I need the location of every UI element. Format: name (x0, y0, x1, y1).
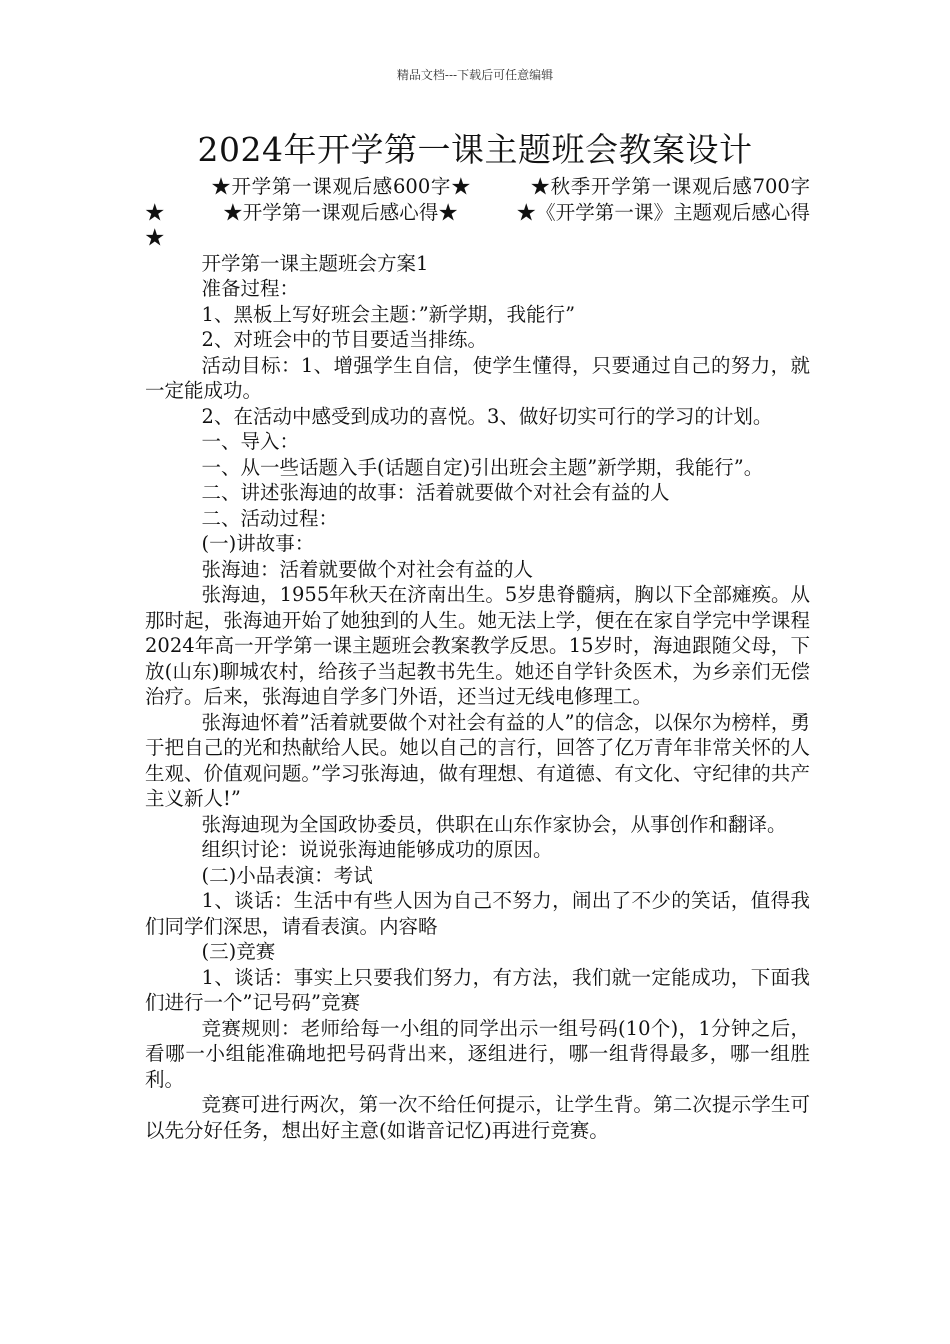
paragraph: 准备过程： (201, 277, 300, 300)
document-title: 2024年开学第一课主题班会教案设计 (197, 130, 753, 169)
related-link[interactable]: ★《开学第一课》主题观后感心得★ (145, 200, 810, 249)
paragraph: 二、讲述张海迪的故事：活着就要做个对社会有益的人 (201, 481, 670, 504)
paragraph: 开学第一课主题班会方案1 (201, 251, 429, 275)
paragraph: 2、对班会中的节目要适当排练。 (201, 328, 487, 351)
paragraph: 组织讨论：说说张海迪能够成功的原因。 (201, 838, 553, 861)
paragraph: 一、从一些话题入手(话题自定)引出班会主题”新学期，我能行”。 (201, 455, 764, 479)
paragraph: 1、谈话：生活中有些人因为自己不努力，闹出了不少的笑话，值得我们同学们深思，请看表演。内容略 (145, 889, 810, 938)
paragraph: 张海迪现为全国政协委员，供职在山东作家协会，从事创作和翻译。 (201, 812, 787, 836)
paragraph: (一)讲故事： (201, 532, 315, 555)
paragraph: 张海迪怀着”活着就要做个对社会有益的人”的信念，以保尔为榜样，勇于把自己的光和热献给人民。她以自己的言行，回答了亿万青年非常关怀的人生观、价值观问题。”学习张海迪，做有理想、有道德、有文化、守纪律的共产主义新人!” (145, 710, 810, 810)
paragraph: 2、在活动中感受到成功的喜悦。3、做好切实可行的学习的计划。 (201, 404, 773, 428)
document-body (145, 174, 810, 1143)
paragraph: (三)竞赛 (201, 940, 276, 963)
paragraph: 张海迪：活着就要做个对社会有益的人 (201, 557, 534, 581)
paragraph: 1、黑板上写好班会主题：”新学期，我能行” (201, 302, 576, 326)
paragraph: 竞赛规则：老师给每一小组的同学出示一组号码(10个)，1分钟之后，看哪一小组能准确地把号码背出来，逐组进行，哪一组背得最多，哪一组胜利。 (145, 1016, 810, 1091)
paragraph: 1、谈话：事实上只要我们努力，有方法，我们就一定能成功，下面我们进行一个”记号码”竞赛 (145, 965, 810, 1014)
paragraph: (二)小品表演：考试 (201, 863, 373, 887)
related-links (145, 174, 810, 251)
paragraph: 活动目标：1、增强学生自信，使学生懂得，只要通过自己的努力，就一定能成功。 (145, 353, 810, 402)
paragraph: 二、活动过程： (201, 506, 339, 530)
page-header: 精品文档---下载后可任意编辑 (396, 68, 554, 82)
related-link[interactable]: ★开学第一课观后感心得★ (223, 200, 458, 224)
paragraph: 竞赛可进行两次，第一次不给任何提示，让学生背。第二次提示学生可以先分好任务，想出好主意(如谐音记忆)再进行竞赛。 (145, 1093, 810, 1142)
related-link[interactable]: ★秋季开学第一课观后感700字★ (145, 175, 810, 224)
paragraph: 张海迪，1955年秋天在济南出生。5岁患脊髓病，胸以下全部瘫痪。从那时起，张海迪开始了她独到的人生。她无法上学，便在在家自学完中学课程2024年高一开学第一课主题班会教案教学反思。15岁时，海迪跟随父母，下放(山东)聊城农村，给孩子当起教书先生。她还自学针灸医术，为乡亲们无偿治疗。后来，张海迪自学多门外语，还当过无线电修理工。 (145, 583, 810, 708)
related-link[interactable]: ★开学第一课观后感600字★ (211, 175, 472, 198)
paragraph: 一、导入： (201, 430, 300, 453)
